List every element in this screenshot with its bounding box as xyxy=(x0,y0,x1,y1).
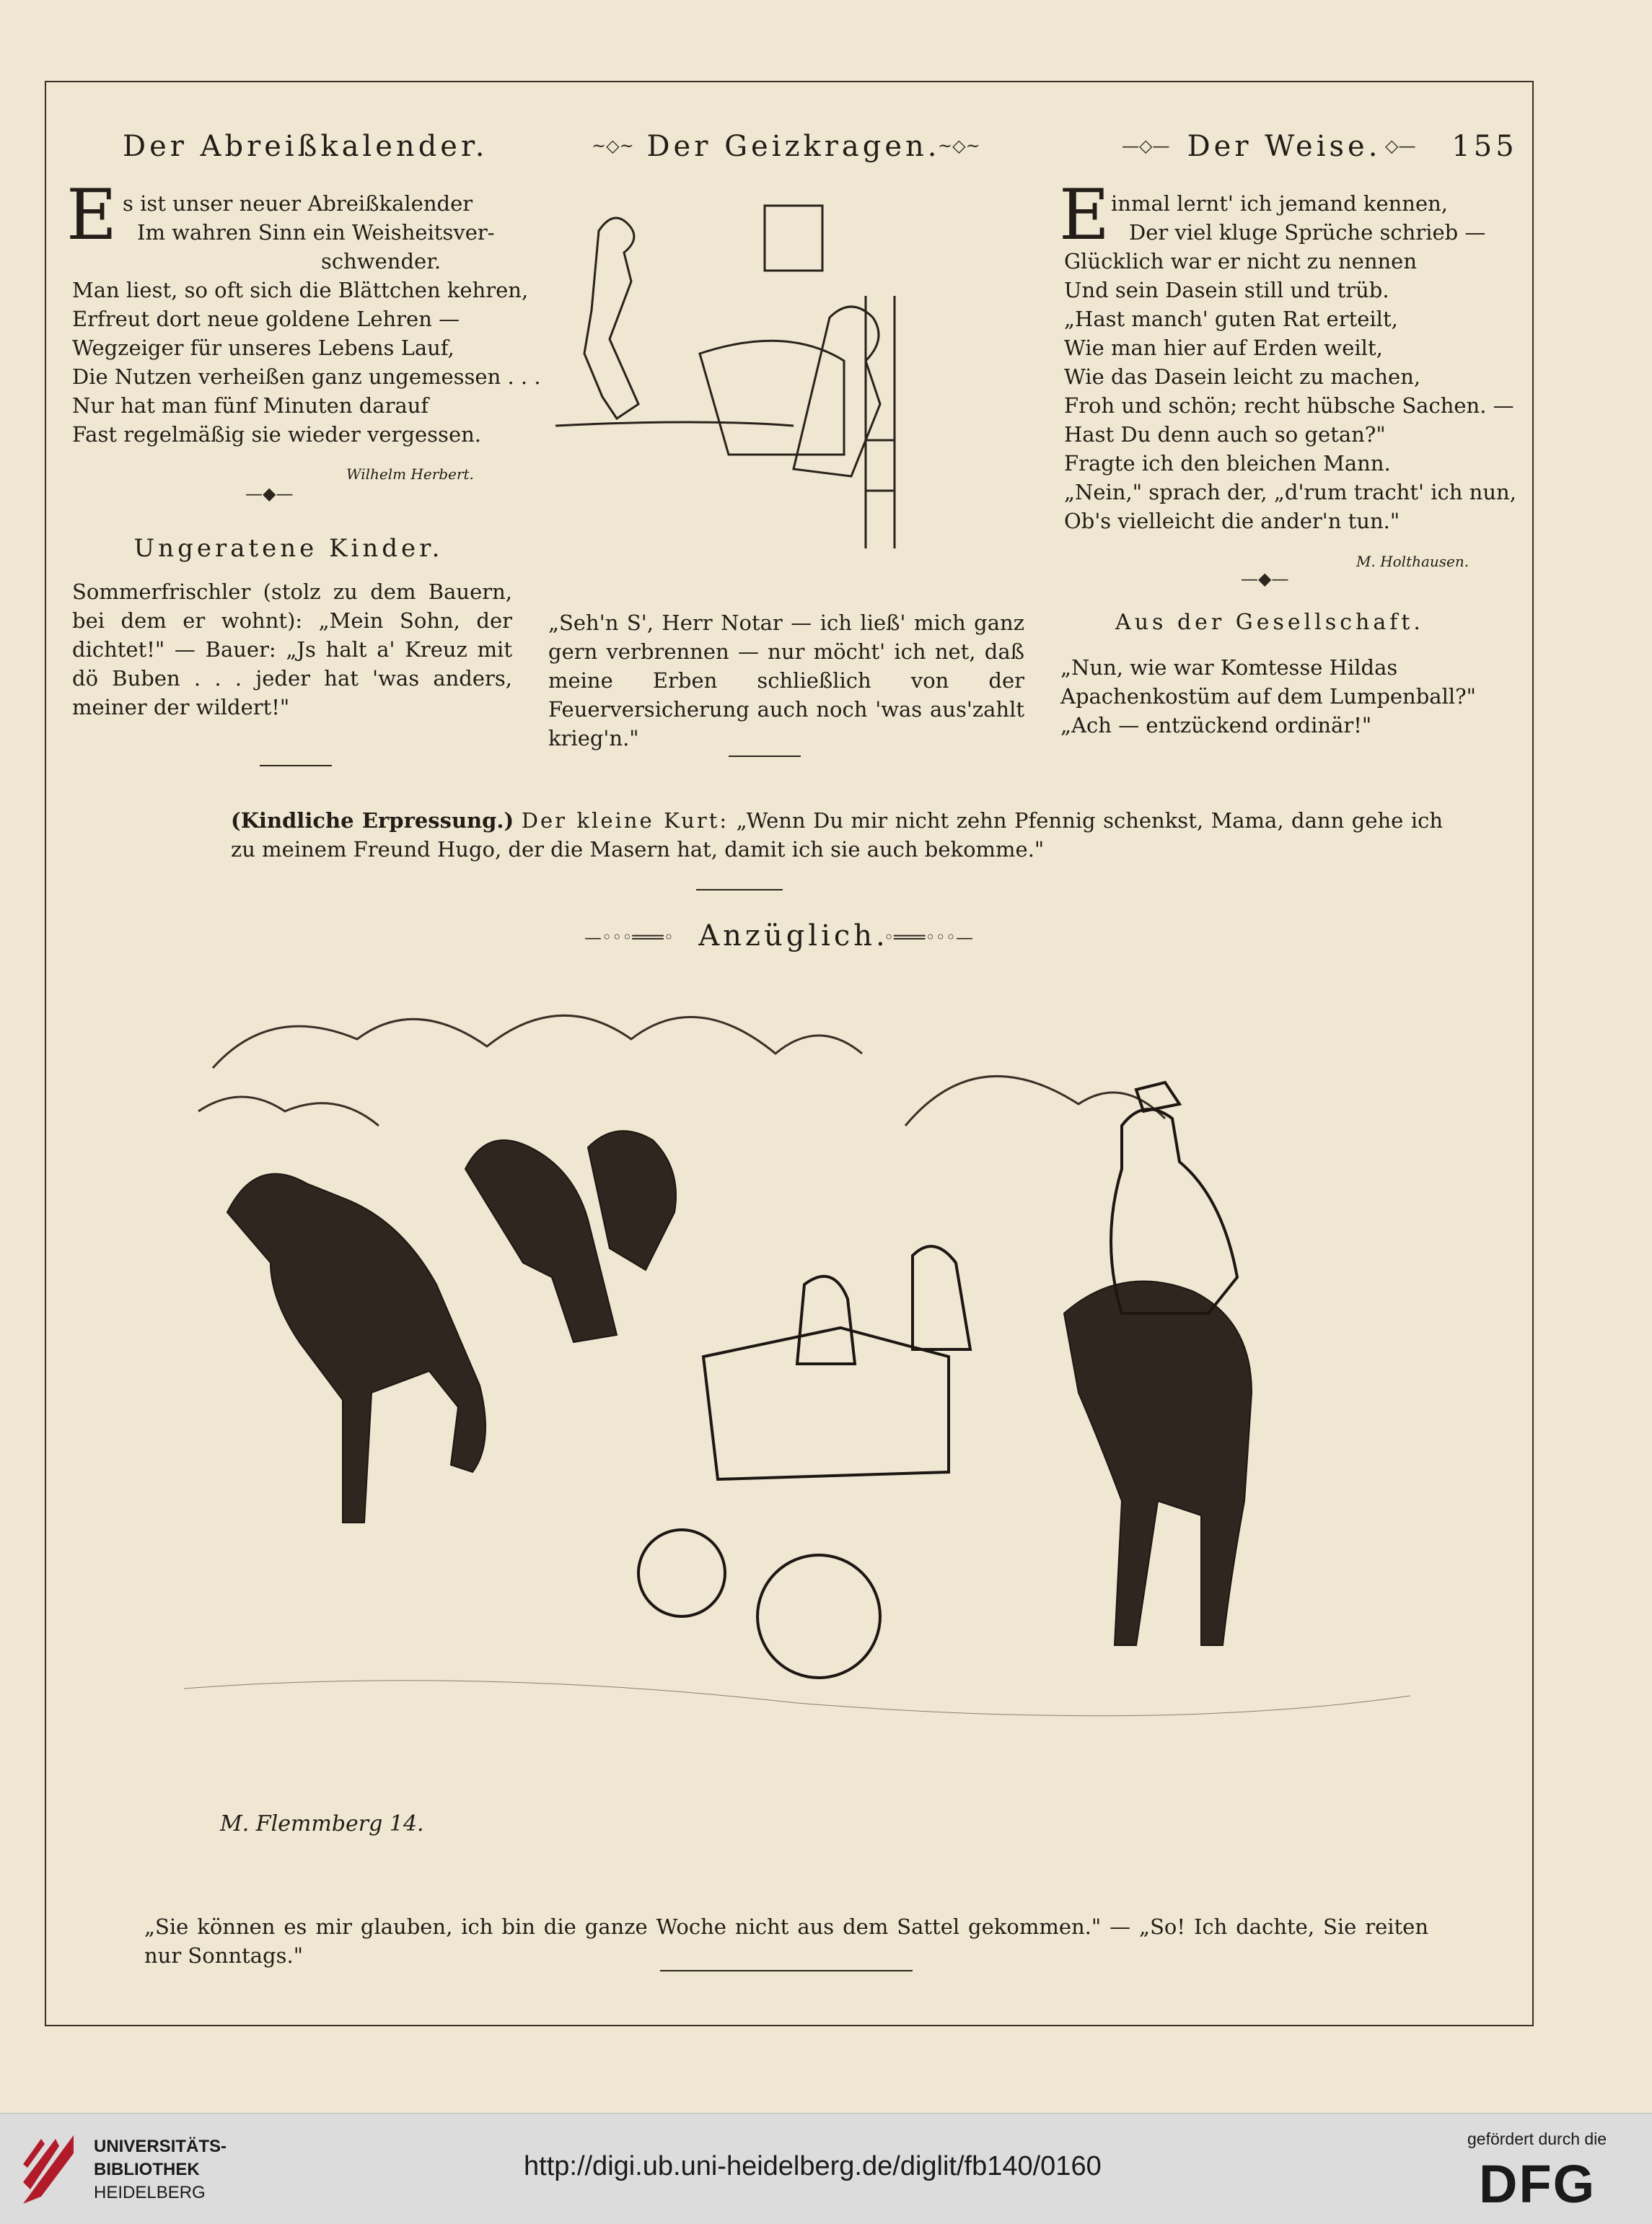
geizkragen-illustration xyxy=(555,188,931,563)
divider-line xyxy=(696,889,783,890)
poem-line: Nur hat man fünf Minuten darauf xyxy=(72,393,429,418)
wall-picture xyxy=(765,206,822,271)
passenger xyxy=(797,1277,855,1364)
seated-man-figure xyxy=(794,307,880,476)
poem-line: „Nein," sprach der, „d'rum tracht' ich nun, xyxy=(1064,480,1516,504)
ornament-left: —◦◦◦═══◦ xyxy=(584,927,674,947)
joke-text: Sommerfrischler (stolz zu dem Bauern, bei dem er wohnt): „Mein Sohn, der dichtet!" — Bauer: „Js halt a' Kreuz mit dö Buben . . . jeder hat 'was anders, meiner der wildert!" xyxy=(72,579,512,719)
horse-lead xyxy=(227,1174,486,1523)
poem-line: Glücklich war er nicht zu nennen xyxy=(1064,249,1418,273)
poem-line: Wegzeiger für unseres Lebens Lauf, xyxy=(72,336,454,360)
poem-line: Man liest, so oft sich die Blättchen kehren, xyxy=(72,278,529,302)
poem-line: schwender. xyxy=(321,249,441,273)
drop-cap-initial: E xyxy=(66,175,118,255)
heading-ungeratene-kinder: Ungeratene Kinder. xyxy=(133,534,444,563)
author-signature: Wilhelm Herbert. xyxy=(346,465,474,483)
library-name xyxy=(94,2135,227,2205)
poem-line: Hast Du denn auch so getan?" xyxy=(1064,422,1386,447)
heading-geizkragen: Der Geizkragen. xyxy=(646,130,941,163)
divider-line xyxy=(260,765,332,766)
poem-line: Und sein Dasein still und trüb. xyxy=(1064,278,1389,302)
library-name-line: UNIVERSITÄTS- xyxy=(94,2137,227,2156)
foliage xyxy=(198,1097,379,1126)
poem-line: inmal lernt' ich jemand kennen, xyxy=(1111,191,1449,216)
poem-line: Die Nutzen verheißen ganz ungemessen . . . xyxy=(72,364,541,389)
poem-line: Im wahren Sinn ein Weisheitsver- xyxy=(137,220,495,245)
foliage xyxy=(905,1076,1165,1126)
floor-line xyxy=(555,422,794,426)
footer-bar xyxy=(0,2113,1652,2224)
heading-anzueglich: Anzüglich. xyxy=(698,919,889,953)
joke-text: „Nun, wie war Komtesse Hildas Apachenkostüm auf dem Lumpenball?" „Ach — entzückend ordinär!" xyxy=(1060,655,1477,737)
source-url-link[interactable]: http://digi.ub.uni-heidelberg.de/diglit/fb140/0160 xyxy=(524,2151,1102,2181)
chair xyxy=(866,296,895,548)
poem-line: Wie man hier auf Erden weilt, xyxy=(1064,336,1383,360)
library-name-line: HEIDELBERG xyxy=(94,2183,206,2202)
divider-line xyxy=(660,1970,913,1971)
ornament-left: —◇— xyxy=(1122,136,1170,156)
poem-line: Wie das Dasein leicht zu machen, xyxy=(1064,364,1421,389)
drop-cap-initial: E xyxy=(1059,175,1110,255)
ornament-right: ◇— xyxy=(1385,136,1416,156)
dfg-logo: DFG xyxy=(1479,2154,1596,2214)
poem-line: Erfreut dort neue goldene Lehren — xyxy=(72,307,460,331)
artist-signature: M. Flemmberg 14. xyxy=(220,1811,424,1836)
notary-figure xyxy=(584,218,638,419)
carriage-wheel xyxy=(757,1555,880,1678)
ornament-right: ◦═══◦◦◦— xyxy=(884,927,973,947)
poem-line: Froh und schön; recht hübsche Sachen. — xyxy=(1064,393,1514,418)
ornament-right: ~◇~ xyxy=(938,136,980,156)
heading-der-weise: Der Weise. xyxy=(1187,130,1381,163)
ground-line xyxy=(184,1681,1410,1716)
tree-line xyxy=(213,1015,862,1068)
ub-heidelberg-logo-icon xyxy=(16,2128,81,2211)
speaker: Der kleine Kurt: xyxy=(521,808,729,833)
library-name-line: BIBLIOTHEK xyxy=(94,2160,200,2179)
ornament-divider: —◆— xyxy=(1241,569,1289,589)
page-number: 155 xyxy=(1451,130,1518,163)
heading-aus-der-gesellschaft: Aus der Gesellschaft. xyxy=(1115,610,1424,635)
horse-rider xyxy=(1064,1281,1252,1645)
carriage-wheel xyxy=(638,1530,725,1616)
quote: „Wenn Du mir nicht zehn Pfennig schenkst, Mama, dann gehe ich zu meinem Freund Hugo, der die Masern hat, damit ich sie auch bekomme." xyxy=(231,808,1444,862)
joke-text: „Seh'n S', Herr Notar — ich ließ' mich ganz gern verbrennen — nur möcht' ich net, daß meine Erben schließlich von der Feuerversicherung auch noch 'was aus'zahlt krieg'n." xyxy=(548,610,1024,750)
poem-line: Ob's vielleicht die ander'n tun." xyxy=(1064,509,1400,533)
poem-line: Der viel kluge Sprüche schrieb — xyxy=(1129,220,1486,245)
desk-figure xyxy=(700,341,844,455)
ornament-divider: —◆— xyxy=(245,483,294,504)
divider-line xyxy=(729,756,801,757)
heading-abreisskalender: Der Abreißkalender. xyxy=(123,130,488,163)
poem-line: s ist unser neuer Abreißkalender xyxy=(123,191,473,216)
caption-text: „Sie können es mir glauben, ich bin die ganze Woche nicht aus dem Sattel gekommen." — „So! Ich dachte, Sie reiten nur Sonntags." xyxy=(144,1914,1428,1968)
ornament-left: ~◇~ xyxy=(592,136,634,156)
erpressung-paragraph xyxy=(231,806,1443,864)
carriage-illustration xyxy=(184,981,1410,1847)
passenger xyxy=(913,1246,970,1349)
poem-line: Fast regelmäßig sie wieder vergessen. xyxy=(72,422,482,447)
poem-line: Fragte ich den bleichen Mann. xyxy=(1064,451,1391,476)
funded-by-label: gefördert durch die xyxy=(1467,2129,1607,2148)
poem-line: „Hast manch' guten Rat erteilt, xyxy=(1064,307,1398,331)
rider-hat xyxy=(1136,1082,1179,1111)
horse-back xyxy=(588,1131,676,1270)
erpressung-label: (Kindliche Erpressung.) xyxy=(231,808,514,833)
author-signature: M. Holthausen. xyxy=(1356,553,1469,570)
